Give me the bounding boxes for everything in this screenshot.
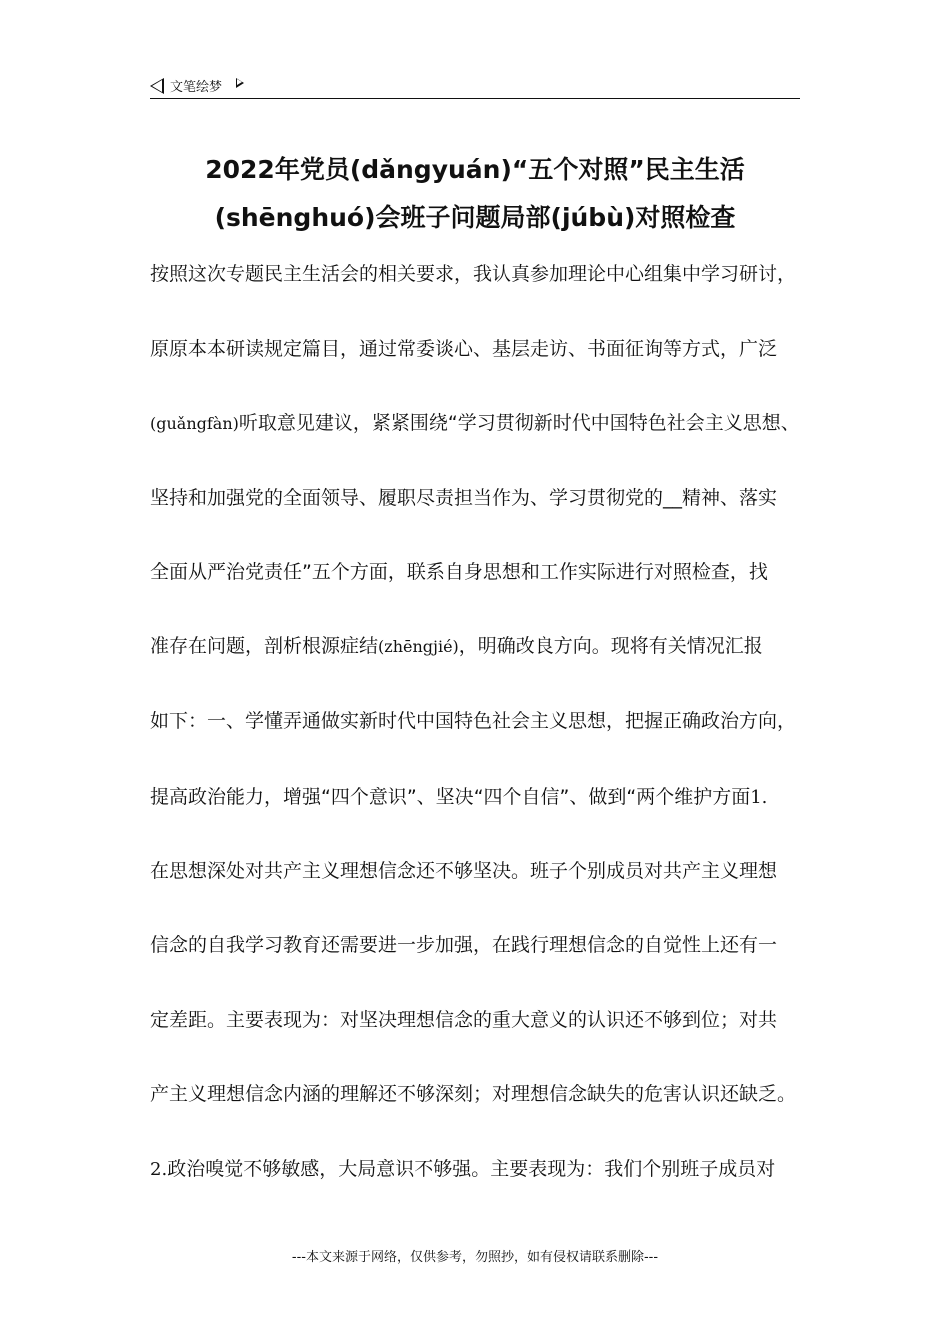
list-number: 1. <box>750 787 768 808</box>
list-number: 2. <box>150 1159 168 1180</box>
page-header <box>150 74 800 99</box>
body-line-7: 如下：一、学懂弄通做实新时代中国特色社会主义思想，把握正确政治方向， <box>150 710 797 732</box>
body-line-12: 产主义理想信念内涵的理解还不够深刻；对理想信念缺失的危害认识还缺乏。 <box>150 1083 797 1105</box>
body-line-1: 按照这次专题民主生活会的相关要求，我认真参加理论中心组集中学习研讨， <box>150 263 797 285</box>
body-line-3 <box>150 411 810 436</box>
body-text: 政治嗅觉不够敏感，大局意识不够强。主要表现为：我们个别班子成员对 <box>167 1158 776 1180</box>
brand-name: 文笔绘梦 <box>170 80 223 95</box>
page-footer: ---本文来源于网络，仅供参考，勿照抄，如有侵权请联系删除--- <box>291 1250 659 1265</box>
body-line-13 <box>150 1157 810 1182</box>
body-text: 听取意见建议，紧紧围绕“学习贯彻新时代中国特色社会主义思想、 <box>238 412 800 434</box>
body-line-5: 全面从严治党责任”五个方面，联系自身思想和工作实际进行对照检查，找 <box>150 561 768 583</box>
pinyin-annotation: (guǎngfàn) <box>150 414 239 433</box>
body-line-8 <box>150 785 810 810</box>
document-title-line-2: (shēnghuó)会班子问题局部(júbù)对照检查 <box>214 203 736 232</box>
body-line-10: 信念的自我学习教育还需要进一步加强，在践行理想信念的自觉性上还有一 <box>150 934 778 956</box>
body-line-11: 定差距。主要表现为：对坚决理想信念的重大意义的认识还不够到位；对共 <box>150 1009 778 1031</box>
document-title-line-1: 2022年党员(dǎngyuán)“五个对照”民主生活 <box>205 155 745 184</box>
triangle-right-icon <box>236 78 244 88</box>
body-text: 准存在问题，剖析根源症结 <box>150 635 379 657</box>
body-line-4: 坚持和加强党的全面领导、履职尽责担当作为、学习贯彻党的__精神、落实 <box>150 487 778 509</box>
brand <box>150 76 244 95</box>
body-line-6 <box>150 634 810 659</box>
pinyin-annotation: (zhēngjié) <box>378 637 459 656</box>
triangle-left-icon <box>150 78 164 94</box>
body-text: ，明确改良方向。现将有关情况汇报 <box>458 635 763 657</box>
body-text: 提高政治能力，增强“四个意识”、坚决“四个自信”、做到“两个维护方面 <box>150 786 751 808</box>
body-line-2: 原原本本研读规定篇目，通过常委谈心、基层走访、书面征询等方式，广泛 <box>150 338 778 360</box>
body-line-9: 在思想深处对共产主义理想信念还不够坚决。班子个别成员对共产主义理想 <box>150 860 778 882</box>
